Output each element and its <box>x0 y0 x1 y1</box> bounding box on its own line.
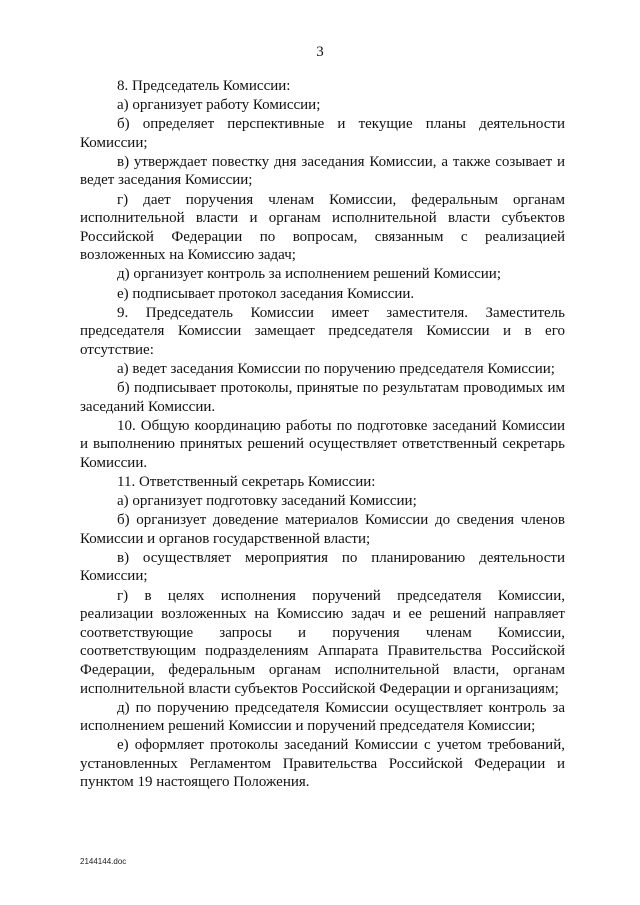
list-item: г) дает поручения членам Комиссии, федеральным органам исполнительной власти и органам исполнительной власти субъектов Российской Федерации по вопросам, связанным с реализацией возложенных на Комиссию задач; <box>80 191 565 264</box>
file-name-footer: 2144144.doc <box>80 857 127 866</box>
list-item: в) утверждает повестку дня заседания Комиссии, а также созывает и ведет заседания Комиссии; <box>80 153 565 189</box>
paragraph-10: 10. Общую координацию работы по подготовке заседаний Комиссии и выполнению принятых решений осуществляет ответственный секретарь Комиссии. <box>80 417 565 471</box>
list-item: в) осуществляет мероприятия по планированию деятельности Комиссии; <box>80 549 565 585</box>
list-item: а) ведет заседания Комиссии по поручению председателя Комиссии; <box>117 360 555 377</box>
document-body <box>80 77 565 792</box>
list-item: е) оформляет протоколы заседаний Комиссии с учетом требований, установленных Регламентом Правительства Российской Федерации и пунктом 19 настоящего Положения. <box>80 737 565 791</box>
list-item: а) организует подготовку заседаний Комиссии; <box>117 493 417 510</box>
list-item: д) по поручению председателя Комиссии осуществляет контроль за исполнением решений Комиссии и поручений председателя Комиссии; <box>80 699 565 735</box>
page-number: 3 <box>316 44 324 60</box>
list-item: б) определяет перспективные и текущие планы деятельности Комиссии; <box>80 116 565 151</box>
list-item: б) организует доведение материалов Комиссии до сведения членов Комиссии и органов государственной власти; <box>80 512 565 547</box>
paragraph-9: 9. Председатель Комиссии имеет заместителя. Заместитель председателя Комиссии замещает председателя Комиссии и в его отсутствие: <box>80 304 565 358</box>
list-item: а) организует работу Комиссии; <box>117 97 321 114</box>
paragraph-8: 8. Председатель Комиссии: <box>117 78 291 94</box>
list-item: б) подписывает протоколы, принятые по результатам проводимых им заседаний Комиссии. <box>80 380 565 415</box>
list-item: е) подписывает протокол заседания Комиссии. <box>117 285 415 302</box>
paragraph-11: 11. Ответственный секретарь Комиссии: <box>117 473 376 490</box>
list-item: д) организует контроль за исполнением решений Комиссии; <box>117 266 501 283</box>
list-item: г) в целях исполнения поручений председателя Комиссии, реализации возложенных на Комиссию задач и ее решений направляет соответствующие запросы и поручения членам Комиссии, соответствующим подразделениям Аппарата Правительства Российской Федерации, федеральным органам исполнительной власти, органам исполнительной власти субъектов Российской Федерации и организациям; <box>80 587 565 697</box>
